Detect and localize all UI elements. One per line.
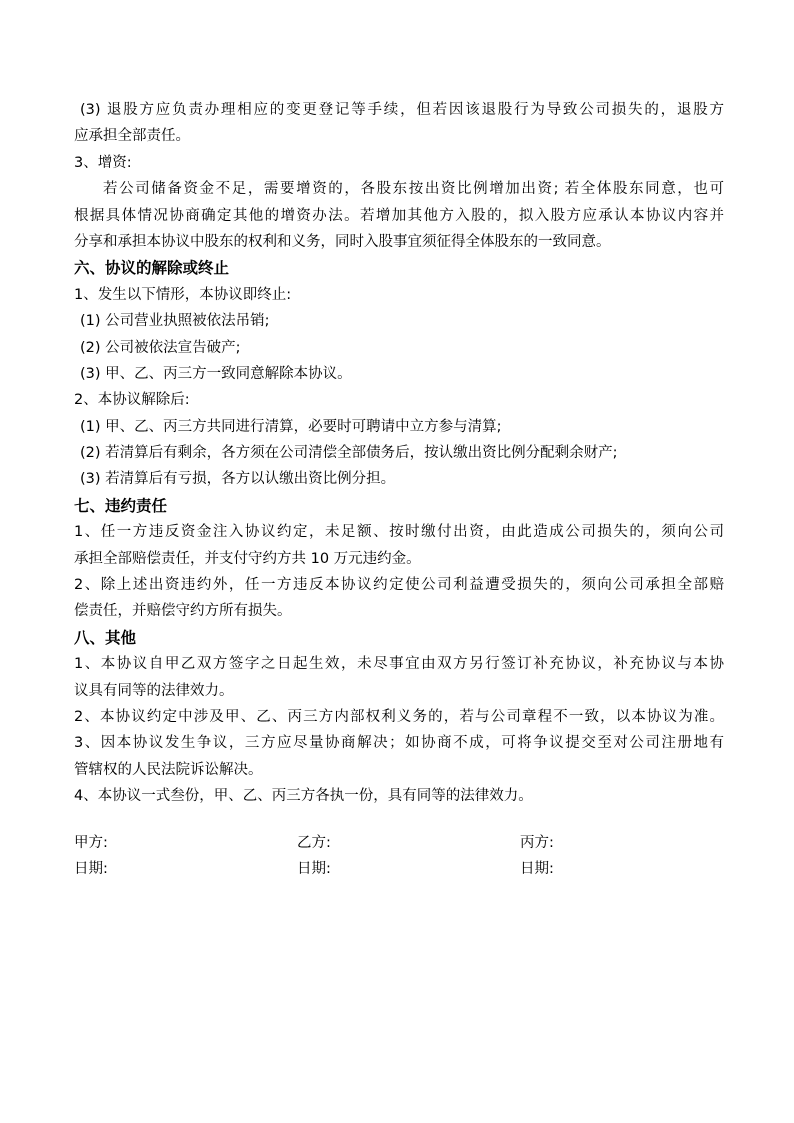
list-item: (2) 若清算后有剩余，各方须在公司清偿全部债务后，按认缴出资比例分配剩余财产;	[80, 445, 618, 462]
party-b-date-label: 日期:	[297, 861, 331, 878]
clause-text: 管辖权的人民法院诉讼解决。	[74, 761, 263, 778]
signature-row	[74, 830, 724, 856]
clause-text: 根据具体情况协商确定其他的增资办法。若增加其他方入股的，拟入股方应承认本协议内容并	[74, 207, 724, 224]
clause-text: 2、本协议约定中涉及甲、乙、丙三方内部权利义务的，若与公司章程不一致，以本协议为准。	[74, 708, 724, 725]
clause-text: 3、因本协议发生争议，三方应尽量协商解决；如协商不成，可将争议提交至对公司注册地有	[74, 735, 724, 752]
list-item: (3) 甲、乙、丙三方一致同意解除本协议。	[80, 365, 352, 382]
section-heading: 八、其他	[74, 628, 137, 647]
document-body	[74, 97, 724, 810]
clause-text: (3) 退股方应负责办理相应的变更登记等手续，但若因该退股行为导致公司损失的，退股方	[80, 102, 724, 118]
section-heading: 六、协议的解除或终止	[74, 259, 230, 278]
date-row	[74, 856, 724, 882]
clause-text: 4、本协议一式叁份，甲、乙、丙三方各执一份，具有同等的法律效力。	[74, 788, 533, 805]
party-b-signature-label: 乙方:	[297, 835, 331, 851]
list-item: (1) 甲、乙、丙三方共同进行清算，必要时可聘请中立方参与清算;	[80, 418, 502, 435]
party-a-signature-label: 甲方:	[74, 835, 108, 851]
clause-text: 1、任一方违反资金注入协议约定，未足额、按时缴付出资，由此造成公司损失的，须向公司	[74, 524, 724, 541]
clause-text: 承担全部赔偿责任，并支付守约方共 10 万元违约金。	[74, 550, 421, 567]
subsection-title: 3、增资:	[74, 154, 132, 171]
clause-text: 议具有同等的法律效力。	[74, 682, 234, 699]
party-c-date-label: 日期:	[520, 861, 554, 878]
clause-text: 2、除上述出资违约外，任一方违反本协议约定使公司利益遭受损失的，须向公司承担全部赔	[74, 577, 724, 594]
clause-text: 1、发生以下情形，本协议即终止:	[74, 286, 292, 303]
list-item: (3) 若清算后有亏损，各方以认缴出资比例分担。	[80, 471, 396, 488]
clause-text: 2、本协议解除后:	[74, 392, 190, 409]
list-item: (1) 公司营业执照被依法吊销;	[80, 313, 270, 330]
signature-block	[74, 830, 724, 883]
clause-text: 偿责任，并赔偿守约方所有损失。	[74, 603, 292, 620]
party-c-signature-label: 丙方:	[520, 835, 554, 851]
party-a-date-label: 日期:	[74, 861, 108, 878]
clause-text: 若公司储备资金不足，需要增资的，各股东按出资比例增加出资; 若全体股东同意，也可	[103, 181, 724, 198]
clause-text: 1、本协议自甲乙双方签字之日起生效，未尽事宜由双方另行签订补充协议，补充协议与本协	[74, 656, 724, 673]
list-item: (2) 公司被依法宣告破产;	[80, 339, 241, 356]
clause-text: 应承担全部责任。	[74, 128, 190, 145]
clause-text: 分享和承担本协议中股东的权利和义务，同时入股事宜须征得全体股东的一致同意。	[74, 233, 611, 250]
section-heading: 七、违约责任	[74, 496, 168, 515]
